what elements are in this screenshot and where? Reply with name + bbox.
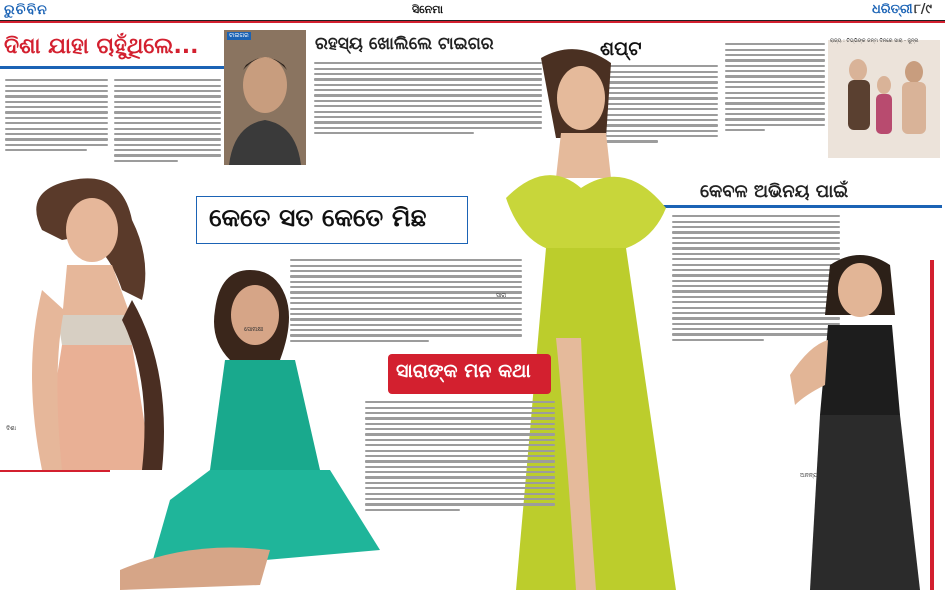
decor-rule-right xyxy=(930,260,934,590)
decor-rule-left xyxy=(0,470,110,472)
sara-inset-photo xyxy=(828,40,940,158)
tiger-caption: ଟାଇଗର xyxy=(229,32,249,39)
disha-headline-rule xyxy=(0,66,225,69)
sara-kicker: ଶପ୍ଟ xyxy=(600,38,642,60)
ananya-caption: ଅନନ୍ୟା xyxy=(800,472,820,479)
sonakshi-headline-box xyxy=(196,196,468,244)
sara-photo-caption: ସାରା xyxy=(496,292,507,299)
masthead-rule xyxy=(0,21,945,23)
sonakshi-caption: ସୋନାକ୍ଷୀ xyxy=(244,326,264,333)
masthead xyxy=(0,0,945,21)
sonakshi-headline: କେତେ ସତ କେତେ ମିଛ xyxy=(209,203,427,232)
disha-caption: ଦିଶା xyxy=(6,425,16,432)
sonakshi-photo xyxy=(110,250,390,590)
tiger-headline: ରହସ୍ୟ ଖୋଲିଲେ ଟାଇଗର xyxy=(315,34,494,54)
sara-inset-caption: ରାଜ୍ୟ : ଟିଭ୍ଭିଙ୍କ ଜନ୍ମ ଦିନରେ ସାରା - ଜୁନ୍ନା xyxy=(830,38,919,44)
section-logo: ରୁଚିବିନ xyxy=(4,2,48,18)
ananya-photo xyxy=(780,245,942,590)
disha-headline-box xyxy=(0,30,225,70)
section-title: ସିନେମା xyxy=(412,3,443,16)
page-number: ୮/୯ xyxy=(914,2,932,17)
sara-text-bottom xyxy=(365,398,555,588)
ananya-headline: କେବଳ ଅଭିନୟ ପାଇଁ xyxy=(700,181,849,202)
sara-text-col-2 xyxy=(725,40,825,172)
disha-headline: ଦିଶା ଯାହା ଚାହୁଁଥିଲେ... xyxy=(4,34,199,59)
publication-name: ଧରିତ୍ରୀ xyxy=(872,2,913,17)
tiger-photo xyxy=(224,30,306,165)
sara-headline-box xyxy=(388,354,551,394)
sara-headline: ସାରାଙ୍କ ମନ କଥା xyxy=(396,360,531,382)
